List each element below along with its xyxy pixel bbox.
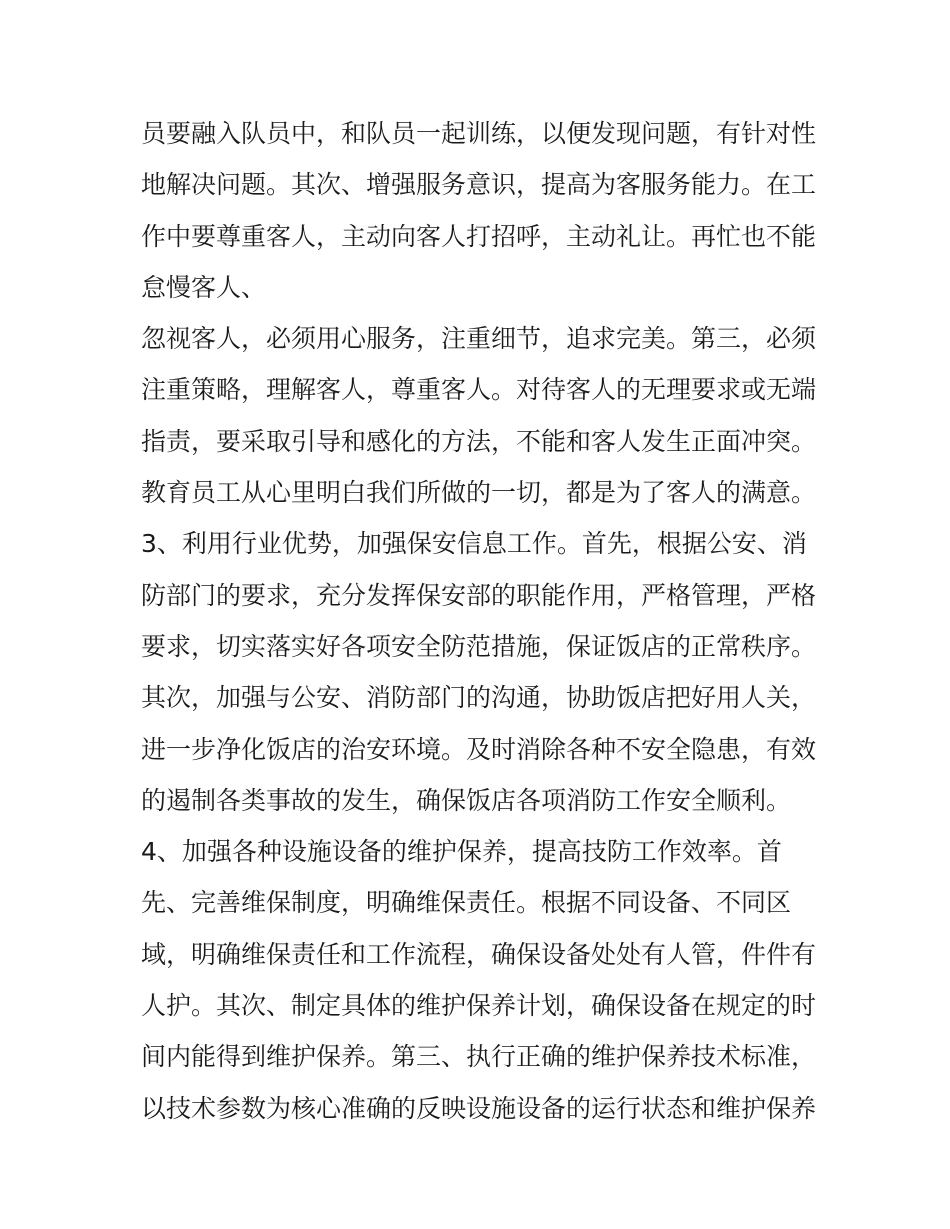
text-line: 作中要尊重客人，主动向客人打招呼，主动礼让。再忙也不能: [141, 221, 817, 251]
text-line: 其次，加强与公安、消防部门的沟通，协助饭店把好用人关，: [141, 683, 817, 713]
text-line: 注重策略，理解客人，尊重客人。对待客人的无理要求或无端: [141, 375, 817, 405]
text-line: 域，明确维保责任和工作流程，确保设备处处有人管，件件有: [141, 939, 817, 969]
text-line: 教育员工从心里明白我们所做的一切，都是为了客人的满意。: [141, 478, 817, 508]
text-line: 指责，要采取引导和感化的方法，不能和客人发生正面冲突。: [141, 426, 817, 456]
text-line: 怠慢客人、: [141, 272, 267, 302]
text-line: 员要融入队员中，和队员一起训练，以便发现问题，有针对性: [141, 119, 817, 148]
text-line: 防部门的要求，充分发挥保安部的职能作用，严格管理，严格: [141, 580, 817, 610]
text-line: 间内能得到维护保养。第三、执行正确的维护保养技术标准，: [141, 1042, 817, 1072]
body-text: [141, 108, 821, 1134]
text-line: 人护。其次、制定具体的维护保养计划，确保设备在规定的时: [141, 991, 817, 1021]
text-line: 要求，切实落实好各项安全防范措施，保证饭店的正常秩序。: [141, 631, 817, 661]
text-line: 的遏制各类事故的发生，确保饭店各项消防工作安全顺利。: [141, 785, 792, 815]
text-line: 4、加强各种设施设备的维护保养，提高技防工作效率。首: [141, 837, 782, 867]
text-line: 以技术参数为核心准确的反映设施设备的运行状态和维护保养: [141, 1093, 817, 1123]
text-line: 忽视客人，必须用心服务，注重细节，追求完美。第三，必须: [141, 324, 817, 354]
text-line: 3、利用行业优势，加强保安信息工作。首先，根据公安、消: [141, 529, 807, 559]
text-line: 进一步净化饭店的治安环境。及时消除各种不安全隐患，有效: [141, 734, 817, 764]
text-line: 地解决问题。其次、增强服务意识，提高为客服务能力。在工: [141, 170, 817, 200]
text-line: 先、完善维保制度，明确维保责任。根据不同设备、不同区: [141, 888, 792, 918]
